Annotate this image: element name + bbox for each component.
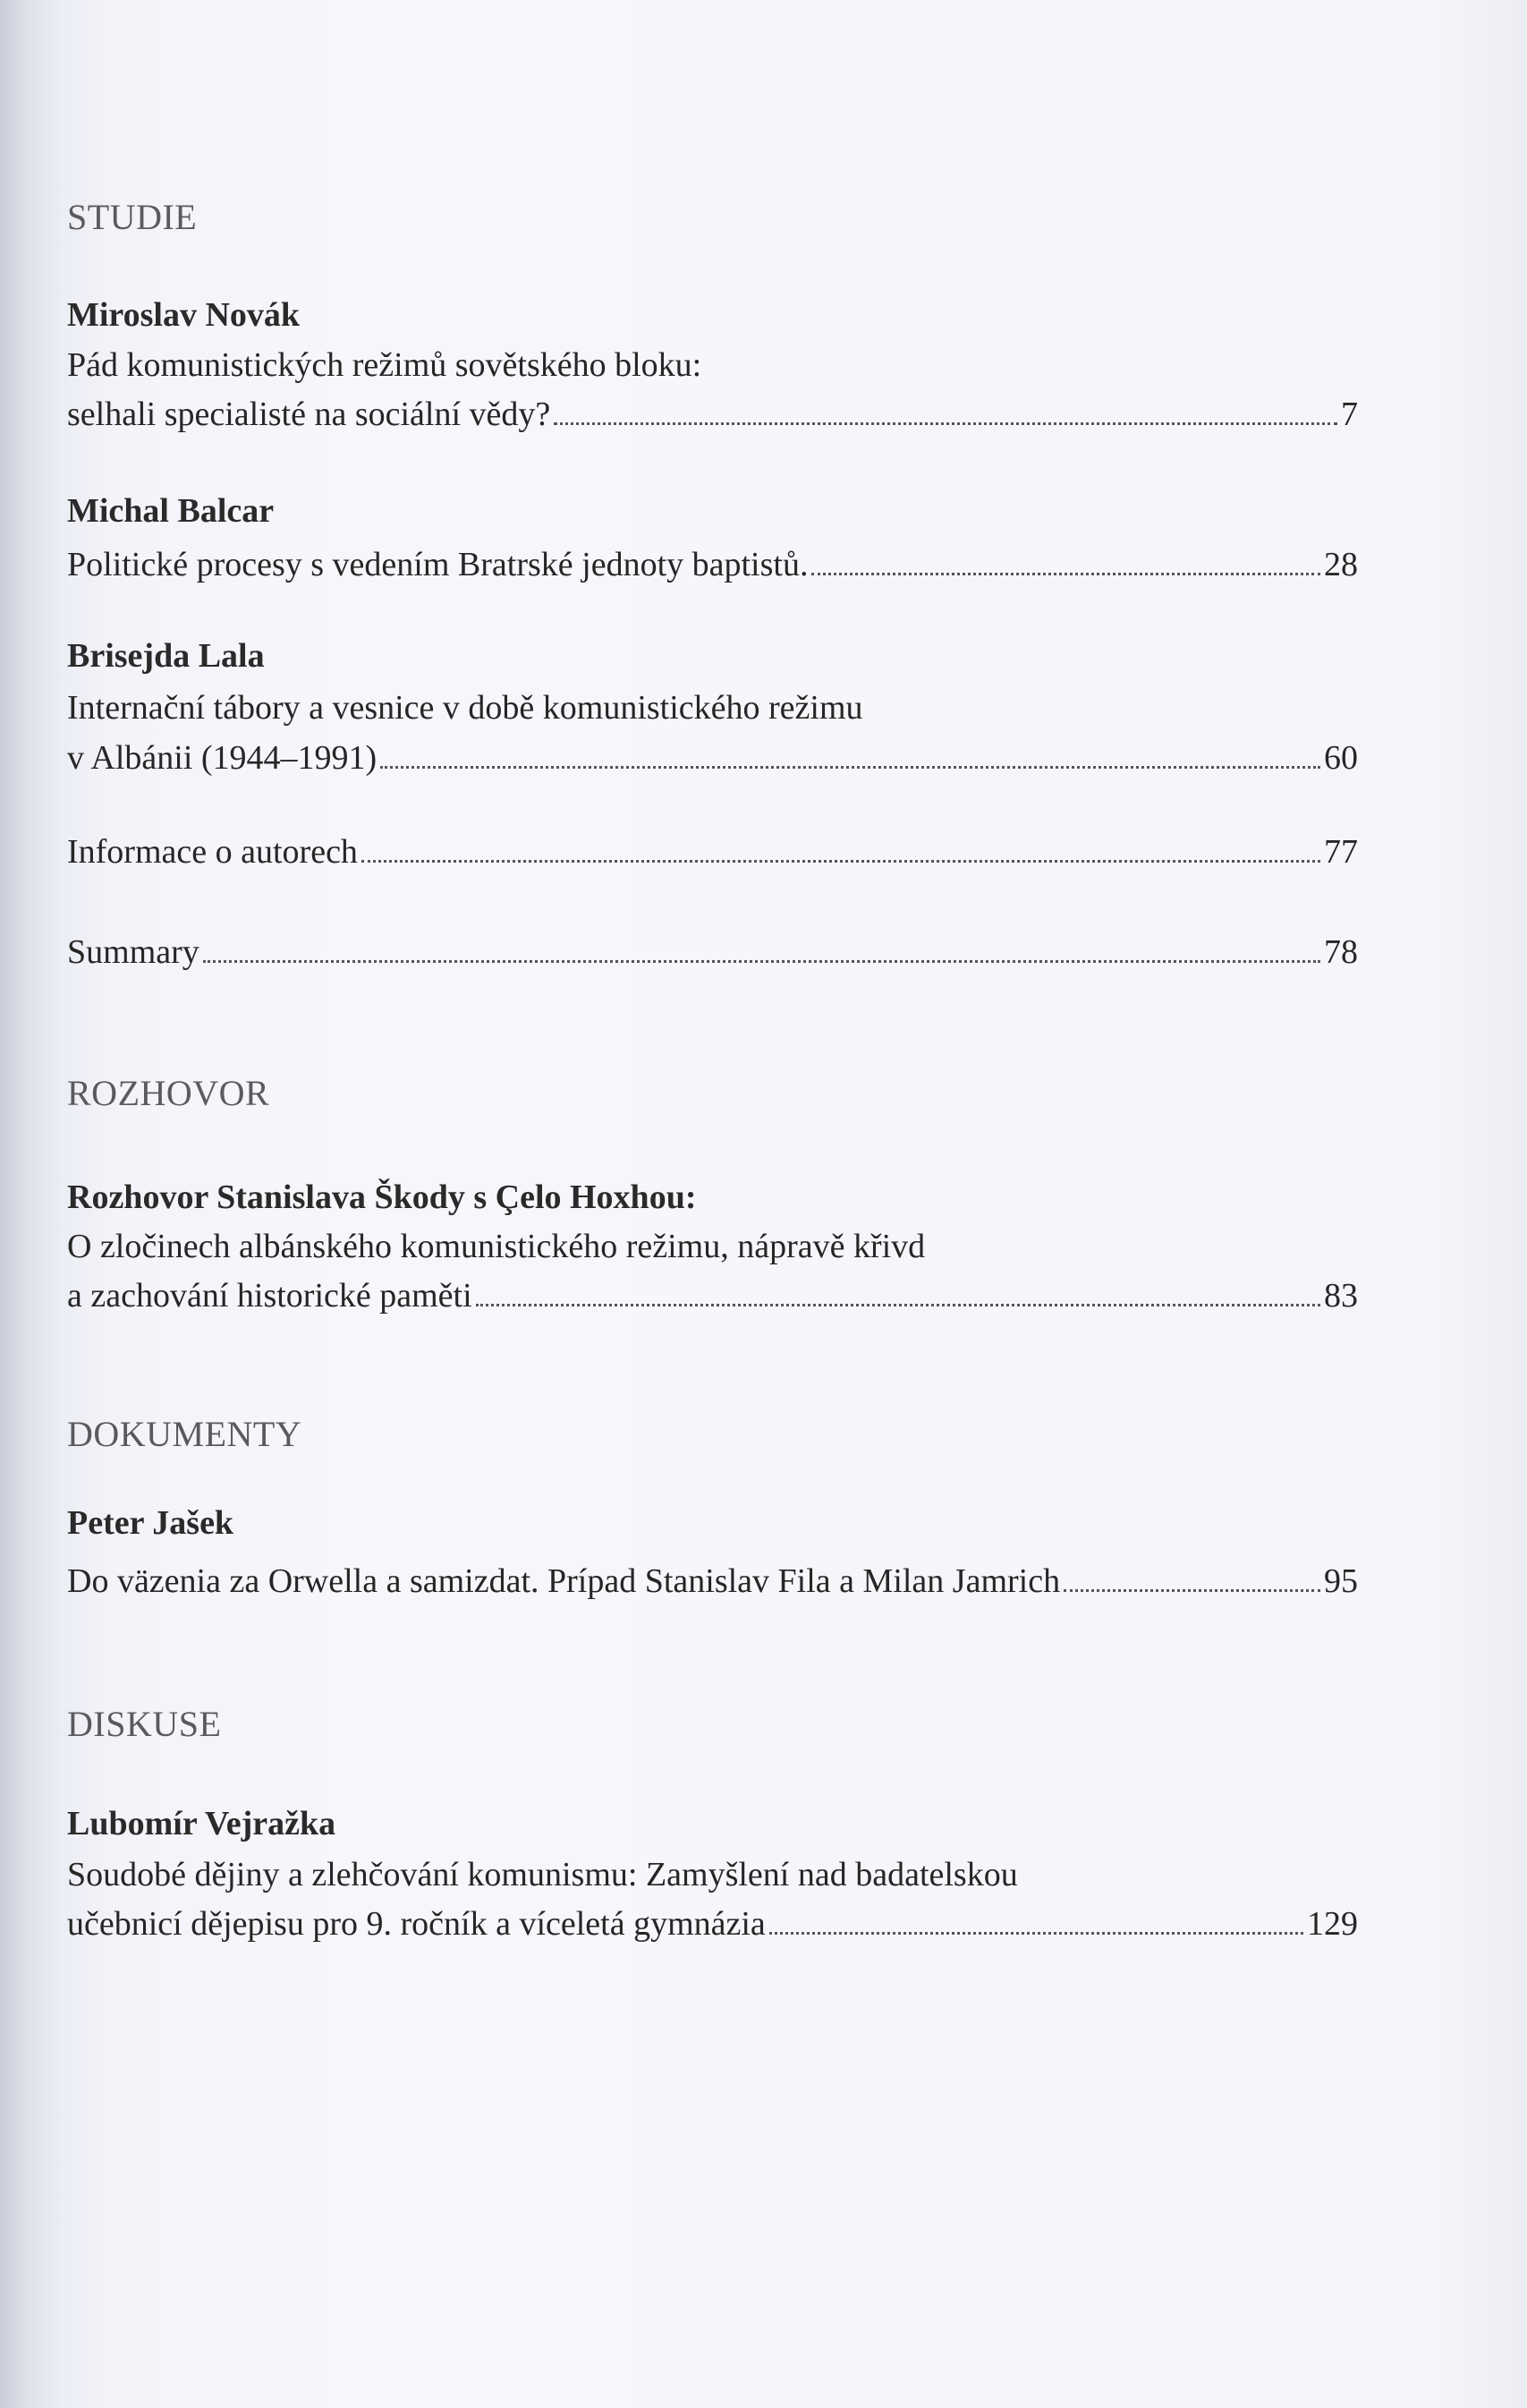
page-number: 28 — [1324, 546, 1358, 583]
page-number: 60 — [1324, 739, 1358, 777]
dot-leader — [361, 860, 1320, 863]
section-heading-studie: STUDIE — [67, 197, 198, 237]
section-heading-rozhovor: ROZHOVOR — [67, 1073, 270, 1113]
entry-title: Informace o autorech — [67, 833, 358, 871]
entry-title: učebnicí dějepisu pro 9. ročník a víceletá gymnázia — [67, 1905, 766, 1943]
page-number: 83 — [1324, 1277, 1358, 1315]
entry-title: Pád komunistických režimů sovětského bloku: — [67, 346, 702, 384]
entry-author: Michal Balcar — [67, 492, 275, 530]
page-number: 129 — [1307, 1905, 1358, 1943]
toc-entry-link[interactable] — [67, 1559, 1358, 1604]
toc-entry-link[interactable] — [67, 736, 1358, 780]
entry-author: Lubomír Vejražka — [67, 1805, 336, 1842]
page-number: 78 — [1324, 933, 1358, 971]
dot-leader — [769, 1932, 1303, 1935]
entry-title: Do väzenia za Orwella a samizdat. Prípad Stanislav Fila a Milan Jamrich — [67, 1562, 1061, 1600]
dot-leader — [554, 422, 1337, 425]
toc-entry-link[interactable] — [67, 392, 1358, 437]
toc-entry-link[interactable] — [67, 830, 1358, 874]
dot-leader — [1064, 1589, 1320, 1592]
toc-entry-link[interactable] — [67, 930, 1358, 974]
dot-leader — [380, 766, 1320, 769]
section-heading-diskuse: DISKUSE — [67, 1704, 222, 1744]
entry-title: a zachování historické paměti — [67, 1277, 472, 1315]
entry-title: Politické procesy s vedením Bratrské jednoty baptistů. — [67, 546, 809, 583]
toc-entry-link[interactable] — [67, 1902, 1358, 1946]
dot-leader — [476, 1304, 1320, 1306]
dot-leader — [203, 960, 1320, 963]
page-number: 95 — [1324, 1562, 1358, 1600]
entry-author: Peter Jašek — [67, 1504, 234, 1542]
toc-entry-link[interactable] — [67, 1273, 1358, 1318]
entry-title: selhali specialisté na sociální vědy? — [67, 396, 551, 433]
entry-title: Summary — [67, 933, 199, 971]
entry-title: O zločinech albánského komunistického režimu, nápravě křivd — [67, 1228, 926, 1265]
entry-author: Rozhovor Stanislava Škody s Çelo Hoxhou: — [67, 1178, 697, 1216]
dot-leader — [811, 573, 1320, 575]
section-heading-dokumenty: DOKUMENTY — [67, 1414, 302, 1454]
entry-title: Internační tábory a vesnice v době komunistického režimu — [67, 689, 863, 727]
entry-author: Miroslav Novák — [67, 296, 301, 334]
entry-title: Soudobé dějiny a zlehčování komunismu: Zamyšlení nad badatelskou — [67, 1856, 1018, 1893]
page-number: 7 — [1341, 396, 1358, 433]
entry-author: Brisejda Lala — [67, 637, 265, 675]
toc-entry-link[interactable] — [67, 542, 1358, 587]
entry-title: v Albánii (1944–1991) — [67, 739, 378, 777]
page-number: 77 — [1324, 833, 1358, 871]
